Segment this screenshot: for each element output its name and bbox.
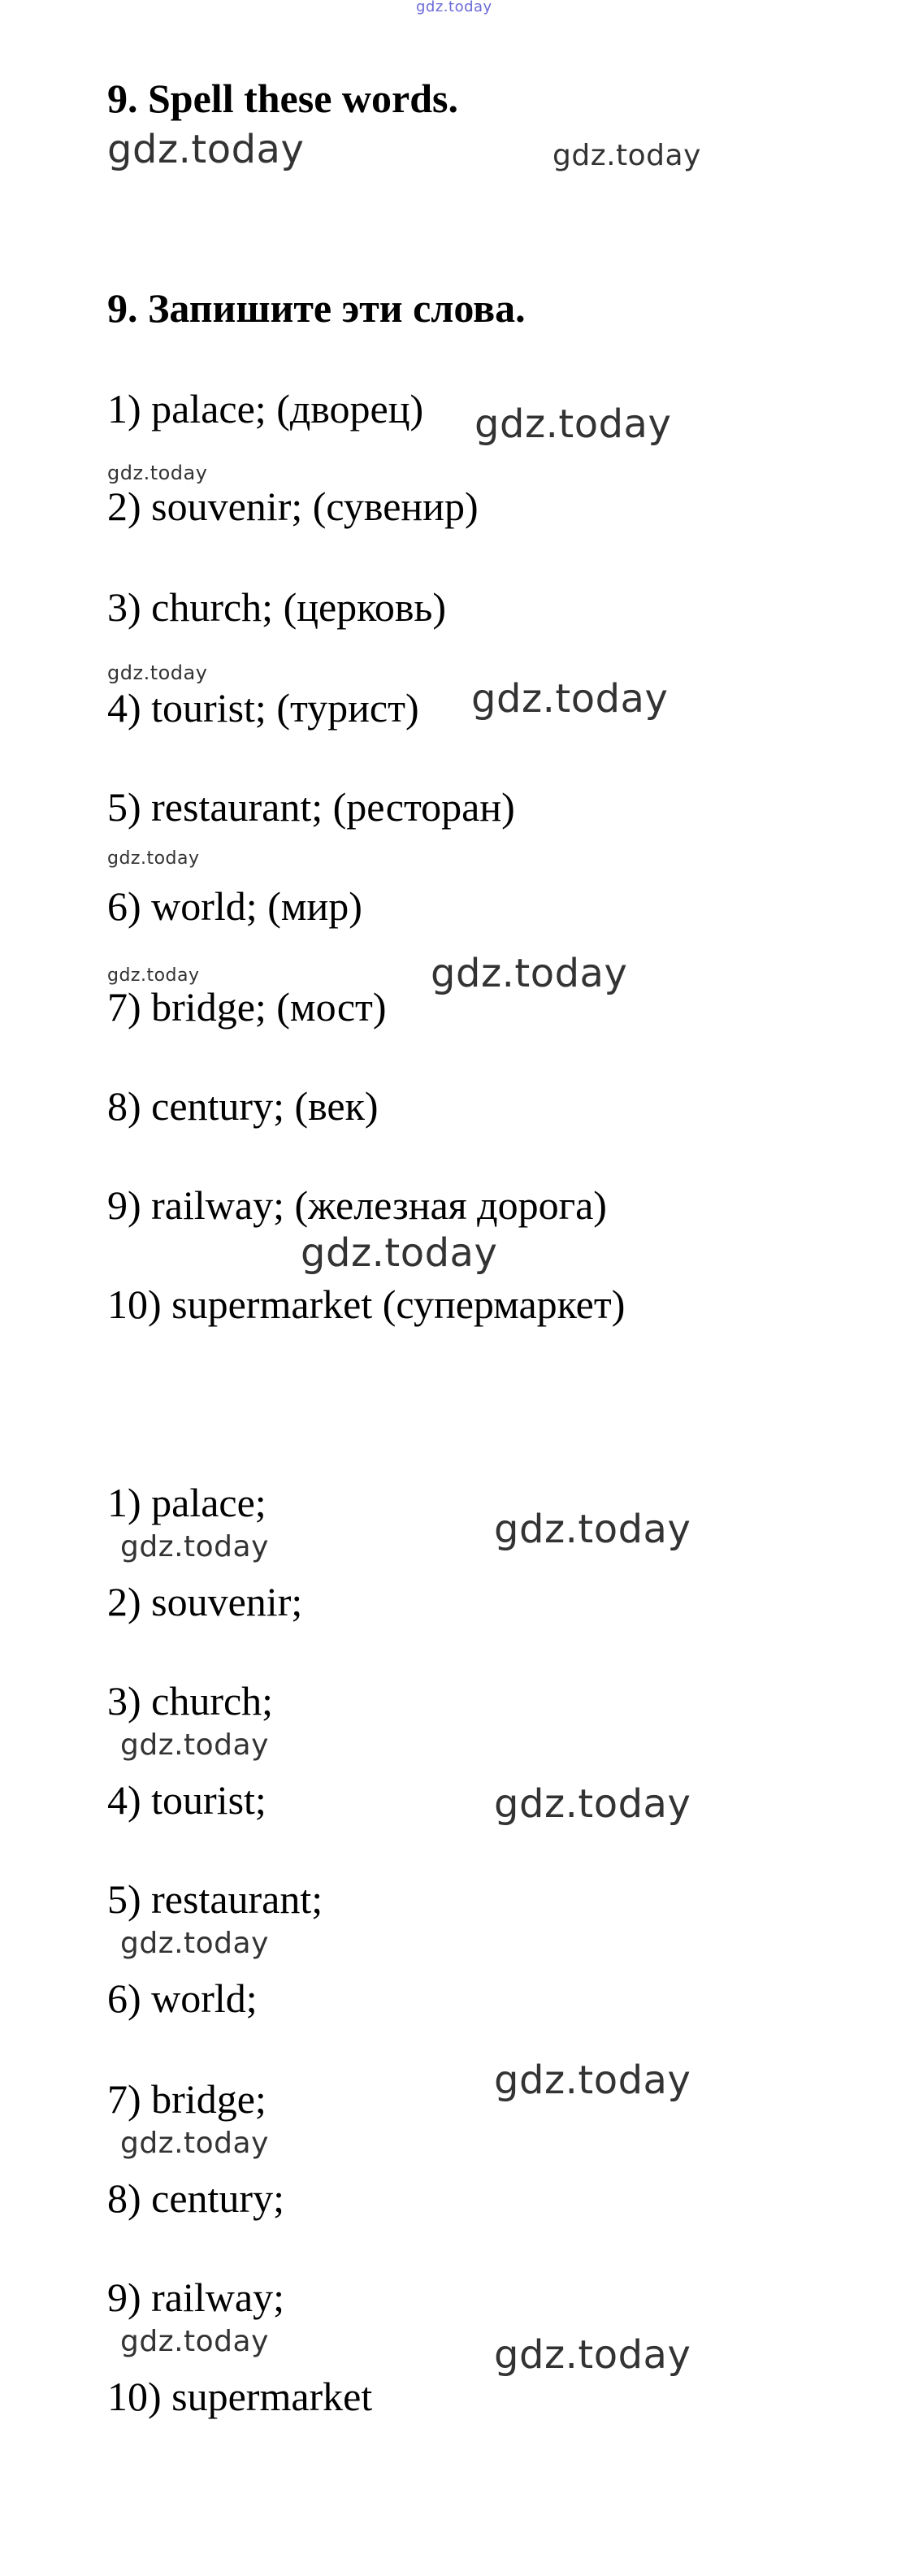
watermark: gdz.today: [107, 661, 208, 684]
watermark: gdz.today: [552, 139, 701, 172]
watermark: gdz.today: [494, 2058, 691, 2103]
list-item: 7) bridge; (мост): [107, 984, 387, 1030]
task-title-ru: 9. Запишите эти слова.: [107, 285, 526, 331]
watermark: gdz.today: [301, 1230, 498, 1276]
watermark: gdz.today: [494, 1507, 691, 1552]
list-item: 1) palace; (дворец): [107, 386, 424, 432]
watermark: gdz.today: [107, 848, 200, 869]
list-item: 9) railway; (железная дорога): [107, 1182, 607, 1228]
list-item: 6) world;: [107, 1975, 258, 2021]
list-item: 2) souvenir; (сувенир): [107, 484, 479, 529]
list-item: 4) tourist;: [107, 1777, 266, 1823]
list-item: 4) tourist; (турист): [107, 685, 419, 731]
list-item: 3) church; (церковь): [107, 584, 446, 630]
watermark: gdz.today: [107, 127, 305, 172]
header-watermark: gdz.today: [416, 0, 492, 15]
watermark: gdz.today: [107, 462, 208, 484]
list-item: 5) restaurant; (ресторан): [107, 784, 515, 830]
watermark: gdz.today: [471, 676, 669, 722]
watermark: gdz.today: [494, 2332, 691, 2378]
list-item: 5) restaurant;: [107, 1876, 323, 1922]
task-title-en: 9. Spell these words.: [107, 76, 458, 121]
list-item: 6) world; (мир): [107, 883, 362, 929]
list-item: 8) century;: [107, 2175, 284, 2221]
list-item: 10) supermarket (супермаркет): [107, 1281, 626, 1327]
watermark: gdz.today: [431, 951, 628, 996]
watermark: gdz.today: [120, 2325, 269, 2358]
list-item: 7) bridge;: [107, 2076, 266, 2122]
list-item: 1) palace;: [107, 1480, 266, 1525]
watermark: gdz.today: [107, 965, 200, 986]
watermark: gdz.today: [120, 1927, 269, 1960]
list-item: 2) souvenir;: [107, 1579, 303, 1624]
watermark: gdz.today: [474, 401, 672, 447]
watermark: gdz.today: [120, 1728, 269, 1762]
watermark: gdz.today: [120, 1530, 269, 1563]
watermark: gdz.today: [120, 2127, 269, 2160]
list-item: 9) railway;: [107, 2275, 284, 2320]
list-item: 8) century; (век): [107, 1083, 379, 1129]
list-item: 3) church;: [107, 1678, 274, 1724]
list-item: 10) supermarket: [107, 2374, 373, 2419]
watermark: gdz.today: [494, 1781, 691, 1827]
